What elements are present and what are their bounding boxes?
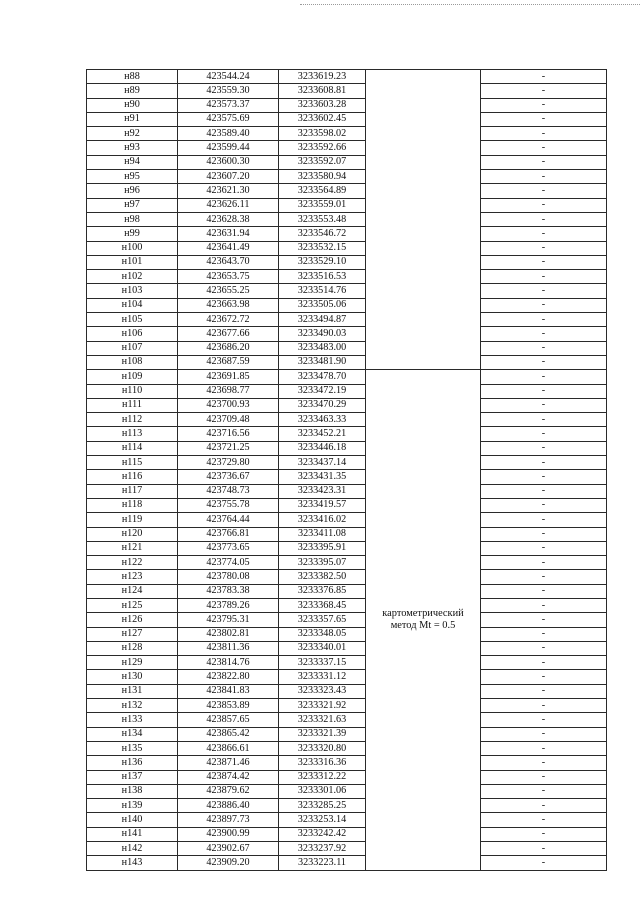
coord-x: 423736.67 <box>178 470 279 484</box>
table-row <box>87 584 607 598</box>
table-row <box>87 227 607 241</box>
coord-x: 423857.65 <box>178 713 279 727</box>
table-row <box>87 184 607 198</box>
coord-y: 3233514.76 <box>279 284 366 298</box>
coord-x: 423628.38 <box>178 212 279 226</box>
accuracy-mark: - <box>481 470 607 484</box>
point-id: н131 <box>87 684 178 698</box>
accuracy-mark: - <box>481 498 607 512</box>
coord-x: 423663.98 <box>178 298 279 312</box>
accuracy-mark: - <box>481 341 607 355</box>
coord-y: 3233592.07 <box>279 155 366 169</box>
accuracy-mark: - <box>481 227 607 241</box>
coord-y: 3233395.07 <box>279 556 366 570</box>
accuracy-mark: - <box>481 799 607 813</box>
point-id: н116 <box>87 470 178 484</box>
coord-y: 3233316.36 <box>279 756 366 770</box>
table-row <box>87 784 607 798</box>
accuracy-mark: - <box>481 699 607 713</box>
table-row <box>87 827 607 841</box>
coord-y: 3233348.05 <box>279 627 366 641</box>
table-row <box>87 456 607 470</box>
accuracy-mark: - <box>481 284 607 298</box>
coord-x: 423871.46 <box>178 756 279 770</box>
table-row <box>87 684 607 698</box>
coord-y: 3233395.91 <box>279 541 366 555</box>
point-id: н114 <box>87 441 178 455</box>
point-id: н100 <box>87 241 178 255</box>
table-row <box>87 527 607 541</box>
coord-y: 3233321.63 <box>279 713 366 727</box>
accuracy-mark: - <box>481 842 607 856</box>
table-row <box>87 270 607 284</box>
point-id: н132 <box>87 699 178 713</box>
coord-x: 423874.42 <box>178 770 279 784</box>
point-id: н122 <box>87 556 178 570</box>
coord-x: 423544.24 <box>178 70 279 84</box>
accuracy-mark: - <box>481 541 607 555</box>
accuracy-mark: - <box>481 613 607 627</box>
table-row <box>87 670 607 684</box>
table-row <box>87 84 607 98</box>
coord-x: 423643.70 <box>178 255 279 269</box>
coord-x: 423755.78 <box>178 498 279 512</box>
point-id: н129 <box>87 656 178 670</box>
table-row <box>87 513 607 527</box>
coord-x: 423599.44 <box>178 141 279 155</box>
coord-y: 3233580.94 <box>279 170 366 184</box>
table-row <box>87 370 607 384</box>
coord-x: 423748.73 <box>178 484 279 498</box>
accuracy-mark: - <box>481 398 607 412</box>
coord-x: 423709.48 <box>178 413 279 427</box>
point-id: н92 <box>87 127 178 141</box>
accuracy-mark: - <box>481 770 607 784</box>
accuracy-mark: - <box>481 241 607 255</box>
accuracy-mark: - <box>481 670 607 684</box>
point-id: н98 <box>87 212 178 226</box>
coord-x: 423672.72 <box>178 313 279 327</box>
point-id: н95 <box>87 170 178 184</box>
table-row <box>87 155 607 169</box>
point-id: н115 <box>87 456 178 470</box>
table-row <box>87 441 607 455</box>
point-id: н103 <box>87 284 178 298</box>
accuracy-mark: - <box>481 313 607 327</box>
table-row <box>87 856 607 870</box>
coord-x: 423655.25 <box>178 284 279 298</box>
coord-x: 423653.75 <box>178 270 279 284</box>
coord-x: 423774.05 <box>178 556 279 570</box>
coord-x: 423865.42 <box>178 727 279 741</box>
table-row <box>87 298 607 312</box>
table-row <box>87 613 607 627</box>
coord-x: 423902.67 <box>178 842 279 856</box>
coord-y: 3233285.25 <box>279 799 366 813</box>
table-row <box>87 284 607 298</box>
accuracy-mark: - <box>481 598 607 612</box>
accuracy-mark: - <box>481 641 607 655</box>
accuracy-mark: - <box>481 741 607 755</box>
accuracy-mark: - <box>481 370 607 384</box>
accuracy-mark: - <box>481 856 607 870</box>
coord-y: 3233376.85 <box>279 584 366 598</box>
accuracy-mark: - <box>481 198 607 212</box>
coord-x: 423626.11 <box>178 198 279 212</box>
coord-y: 3233619.23 <box>279 70 366 84</box>
accuracy-mark: - <box>481 141 607 155</box>
accuracy-mark: - <box>481 827 607 841</box>
coord-y: 3233323.43 <box>279 684 366 698</box>
point-id: н113 <box>87 427 178 441</box>
coord-x: 423600.30 <box>178 155 279 169</box>
accuracy-mark: - <box>481 270 607 284</box>
coord-y: 3233337.15 <box>279 656 366 670</box>
point-id: н130 <box>87 670 178 684</box>
point-id: н112 <box>87 413 178 427</box>
coord-y: 3233505.06 <box>279 298 366 312</box>
table-row <box>87 470 607 484</box>
point-id: н111 <box>87 398 178 412</box>
coord-x: 423841.83 <box>178 684 279 698</box>
coord-x: 423886.40 <box>178 799 279 813</box>
coord-x: 423716.56 <box>178 427 279 441</box>
coord-y: 3233253.14 <box>279 813 366 827</box>
coord-x: 423814.76 <box>178 656 279 670</box>
coord-x: 423698.77 <box>178 384 279 398</box>
point-id: н105 <box>87 313 178 327</box>
point-id: н135 <box>87 741 178 755</box>
table-row <box>87 327 607 341</box>
coord-x: 423783.38 <box>178 584 279 598</box>
coord-y: 3233559.01 <box>279 198 366 212</box>
table-row <box>87 484 607 498</box>
table-row <box>87 713 607 727</box>
coord-y: 3233411.08 <box>279 527 366 541</box>
coord-y: 3233357.65 <box>279 613 366 627</box>
coord-y: 3233223.11 <box>279 856 366 870</box>
accuracy-mark: - <box>481 112 607 126</box>
accuracy-mark: - <box>481 556 607 570</box>
point-id: н137 <box>87 770 178 784</box>
method-line-1: картометрический <box>382 607 464 619</box>
table-row <box>87 741 607 755</box>
coord-x: 423773.65 <box>178 541 279 555</box>
coord-y: 3233320.80 <box>279 741 366 755</box>
accuracy-mark: - <box>481 170 607 184</box>
point-id: н99 <box>87 227 178 241</box>
point-id: н119 <box>87 513 178 527</box>
table-row <box>87 198 607 212</box>
table-row <box>87 570 607 584</box>
accuracy-mark: - <box>481 484 607 498</box>
table-row <box>87 770 607 784</box>
coord-x: 423822.80 <box>178 670 279 684</box>
accuracy-mark: - <box>481 255 607 269</box>
accuracy-mark: - <box>481 756 607 770</box>
accuracy-mark: - <box>481 84 607 98</box>
table-row <box>87 699 607 713</box>
coord-y: 3233331.12 <box>279 670 366 684</box>
coord-y: 3233481.90 <box>279 355 366 369</box>
point-id: н104 <box>87 298 178 312</box>
coord-x: 423700.93 <box>178 398 279 412</box>
point-id: н88 <box>87 70 178 84</box>
coord-y: 3233598.02 <box>279 127 366 141</box>
point-id: н118 <box>87 498 178 512</box>
accuracy-mark: - <box>481 713 607 727</box>
table-row <box>87 355 607 369</box>
coord-x: 423879.62 <box>178 784 279 798</box>
point-id: н121 <box>87 541 178 555</box>
coord-x: 423897.73 <box>178 813 279 827</box>
coord-x: 423729.80 <box>178 456 279 470</box>
accuracy-mark: - <box>481 441 607 455</box>
point-id: н120 <box>87 527 178 541</box>
accuracy-mark: - <box>481 413 607 427</box>
accuracy-mark: - <box>481 70 607 84</box>
point-id: н128 <box>87 641 178 655</box>
coord-x: 423811.36 <box>178 641 279 655</box>
table-row <box>87 641 607 655</box>
coord-x: 423677.66 <box>178 327 279 341</box>
accuracy-mark: - <box>481 584 607 598</box>
coord-y: 3233478.70 <box>279 370 366 384</box>
point-id: н94 <box>87 155 178 169</box>
coord-y: 3233603.28 <box>279 98 366 112</box>
coord-x: 423573.37 <box>178 98 279 112</box>
scan-artifact <box>300 4 640 7</box>
coord-y: 3233516.53 <box>279 270 366 284</box>
coord-y: 3233490.03 <box>279 327 366 341</box>
coord-x: 423802.81 <box>178 627 279 641</box>
table-row <box>87 756 607 770</box>
coord-y: 3233564.89 <box>279 184 366 198</box>
coord-x: 423641.49 <box>178 241 279 255</box>
table-row <box>87 127 607 141</box>
coord-x: 423764.44 <box>178 513 279 527</box>
coord-y: 3233608.81 <box>279 84 366 98</box>
point-id: н97 <box>87 198 178 212</box>
point-id: н106 <box>87 327 178 341</box>
accuracy-mark: - <box>481 784 607 798</box>
coord-y: 3233431.35 <box>279 470 366 484</box>
point-id: н136 <box>87 756 178 770</box>
coord-y: 3233416.02 <box>279 513 366 527</box>
accuracy-mark: - <box>481 98 607 112</box>
table-row <box>87 212 607 226</box>
point-id: н91 <box>87 112 178 126</box>
coord-y: 3233553.48 <box>279 212 366 226</box>
coord-y: 3233546.72 <box>279 227 366 241</box>
accuracy-mark: - <box>481 684 607 698</box>
table-row <box>87 341 607 355</box>
coord-y: 3233483.00 <box>279 341 366 355</box>
coord-y: 3233382.50 <box>279 570 366 584</box>
coord-y: 3233301.06 <box>279 784 366 798</box>
coord-x: 423575.69 <box>178 112 279 126</box>
coord-x: 423789.26 <box>178 598 279 612</box>
point-id: н107 <box>87 341 178 355</box>
coord-y: 3233446.18 <box>279 441 366 455</box>
accuracy-mark: - <box>481 355 607 369</box>
coord-x: 423909.20 <box>178 856 279 870</box>
point-id: н127 <box>87 627 178 641</box>
coordinates-table <box>86 69 607 871</box>
point-id: н143 <box>87 856 178 870</box>
coord-y: 3233419.57 <box>279 498 366 512</box>
coord-y: 3233368.45 <box>279 598 366 612</box>
coord-y: 3233423.31 <box>279 484 366 498</box>
point-id: н110 <box>87 384 178 398</box>
table-row <box>87 241 607 255</box>
accuracy-mark: - <box>481 427 607 441</box>
method-line-2: метод Mt = 0.5 <box>390 619 456 631</box>
coord-y: 3233592.66 <box>279 141 366 155</box>
point-id: н89 <box>87 84 178 98</box>
accuracy-mark: - <box>481 813 607 827</box>
coord-x: 423559.30 <box>178 84 279 98</box>
accuracy-mark: - <box>481 456 607 470</box>
table-row <box>87 384 607 398</box>
point-id: н139 <box>87 799 178 813</box>
accuracy-mark: - <box>481 527 607 541</box>
coord-x: 423686.20 <box>178 341 279 355</box>
accuracy-mark: - <box>481 212 607 226</box>
coord-x: 423900.99 <box>178 827 279 841</box>
table-row <box>87 413 607 427</box>
table-row <box>87 141 607 155</box>
coord-y: 3233463.33 <box>279 413 366 427</box>
point-id: н108 <box>87 355 178 369</box>
point-id: н126 <box>87 613 178 627</box>
accuracy-mark: - <box>481 570 607 584</box>
coord-y: 3233321.92 <box>279 699 366 713</box>
accuracy-mark: - <box>481 656 607 670</box>
table-row <box>87 70 607 84</box>
accuracy-mark: - <box>481 184 607 198</box>
accuracy-mark: - <box>481 327 607 341</box>
point-id: н134 <box>87 727 178 741</box>
table-row <box>87 727 607 741</box>
table-row <box>87 598 607 612</box>
table-row <box>87 842 607 856</box>
coord-y: 3233452.21 <box>279 427 366 441</box>
point-id: н123 <box>87 570 178 584</box>
method-cell-empty <box>366 70 481 370</box>
coord-y: 3233494.87 <box>279 313 366 327</box>
table-row <box>87 813 607 827</box>
coord-x: 423795.31 <box>178 613 279 627</box>
point-id: н101 <box>87 255 178 269</box>
coordinates-sheet <box>86 69 607 871</box>
point-id: н142 <box>87 842 178 856</box>
table-row <box>87 398 607 412</box>
accuracy-mark: - <box>481 627 607 641</box>
coord-x: 423780.08 <box>178 570 279 584</box>
coord-y: 3233321.39 <box>279 727 366 741</box>
accuracy-mark: - <box>481 384 607 398</box>
table-row <box>87 498 607 512</box>
coord-x: 423589.40 <box>178 127 279 141</box>
point-id: н124 <box>87 584 178 598</box>
coord-y: 3233472.19 <box>279 384 366 398</box>
coord-x: 423721.25 <box>178 441 279 455</box>
accuracy-mark: - <box>481 513 607 527</box>
point-id: н141 <box>87 827 178 841</box>
point-id: н90 <box>87 98 178 112</box>
coord-y: 3233470.29 <box>279 398 366 412</box>
coord-x: 423687.59 <box>178 355 279 369</box>
coord-y: 3233437.14 <box>279 456 366 470</box>
point-id: н133 <box>87 713 178 727</box>
coord-x: 423866.61 <box>178 741 279 755</box>
table-row <box>87 170 607 184</box>
coord-y: 3233532.15 <box>279 241 366 255</box>
table-row <box>87 427 607 441</box>
point-id: н102 <box>87 270 178 284</box>
point-id: н117 <box>87 484 178 498</box>
coord-y: 3233340.01 <box>279 641 366 655</box>
table-row <box>87 98 607 112</box>
table-row <box>87 541 607 555</box>
coord-y: 3233529.10 <box>279 255 366 269</box>
table-row <box>87 656 607 670</box>
coord-y: 3233602.45 <box>279 112 366 126</box>
method-cell <box>366 370 481 870</box>
coord-x: 423607.20 <box>178 170 279 184</box>
coord-x: 423766.81 <box>178 527 279 541</box>
coord-y: 3233237.92 <box>279 842 366 856</box>
accuracy-mark: - <box>481 127 607 141</box>
point-id: н93 <box>87 141 178 155</box>
point-id: н140 <box>87 813 178 827</box>
coord-x: 423691.85 <box>178 370 279 384</box>
accuracy-mark: - <box>481 727 607 741</box>
point-id: н96 <box>87 184 178 198</box>
table-row <box>87 556 607 570</box>
coord-y: 3233312.22 <box>279 770 366 784</box>
point-id: н109 <box>87 370 178 384</box>
point-id: н125 <box>87 598 178 612</box>
table-row <box>87 255 607 269</box>
coord-x: 423631.94 <box>178 227 279 241</box>
table-row <box>87 799 607 813</box>
accuracy-mark: - <box>481 155 607 169</box>
coord-y: 3233242.42 <box>279 827 366 841</box>
table-row <box>87 112 607 126</box>
table-row <box>87 313 607 327</box>
point-id: н138 <box>87 784 178 798</box>
coord-x: 423621.30 <box>178 184 279 198</box>
table-row <box>87 627 607 641</box>
accuracy-mark: - <box>481 298 607 312</box>
coord-x: 423853.89 <box>178 699 279 713</box>
